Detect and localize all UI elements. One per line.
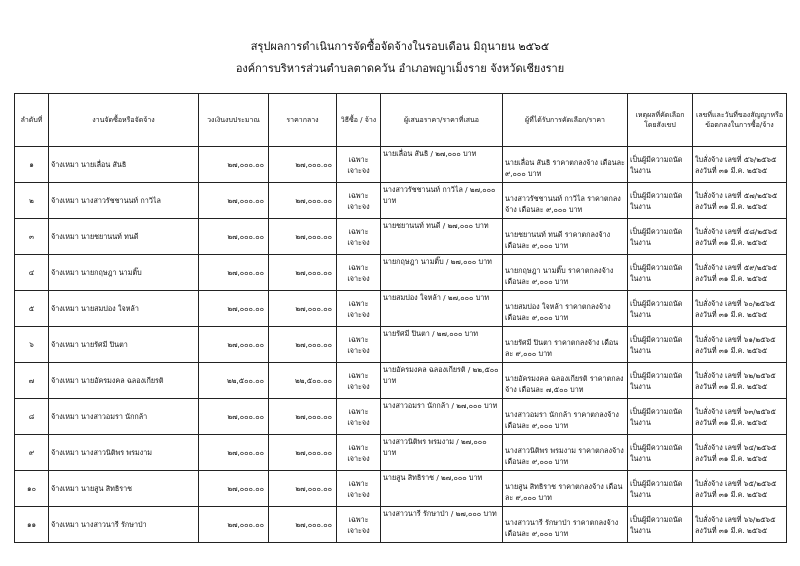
procurement-method: เฉพาะเจาะจง bbox=[337, 291, 381, 327]
row-number: ๒ bbox=[15, 183, 49, 219]
budget-amount: ๒๒,๕๐๐.๐๐ bbox=[199, 363, 269, 399]
median-price: ๒๗,๐๐๐.๐๐ bbox=[269, 435, 337, 471]
contract-reference: ใบสั่งจ้าง เลขที่ ๕๖/๒๕๖๕ ลงวันที่ ๓๑ มี.ค. ๒๕๖๕ bbox=[693, 147, 787, 183]
procurement-method: เฉพาะเจาะจง bbox=[337, 327, 381, 363]
table-row bbox=[15, 219, 787, 255]
table-row bbox=[15, 255, 787, 291]
work-description: จ้างเหมา นายเลื่อน สันธิ bbox=[49, 147, 199, 183]
selected-vendor: นางสาวรัชชานนท์ กาวิไล ราคาตกลงจ้าง เดือนละ ๙,๐๐๐ บาท bbox=[503, 183, 628, 219]
col-selected-header: ผู้ที่ได้รับการคัดเลือก/ราคา bbox=[503, 94, 628, 147]
budget-amount: ๒๗,๐๐๐.๐๐ bbox=[199, 471, 269, 507]
selected-vendor: นายสมปอง ใจหล้า ราคาตกลงจ้าง เดือนละ ๙,๐๐๐ บาท bbox=[503, 291, 628, 327]
table-row bbox=[15, 507, 787, 543]
procurement-method: เฉพาะเจาะจง bbox=[337, 435, 381, 471]
median-price: ๒๗,๐๐๐.๐๐ bbox=[269, 219, 337, 255]
col-contract-header: เลขที่และวันที่ของสัญญาหรือข้อตกลงในการซื้อ/จ้าง bbox=[693, 94, 787, 147]
selection-reason: เป็นผู้มีความถนัดในงาน bbox=[628, 147, 693, 183]
header-row bbox=[15, 94, 787, 147]
selection-reason: เป็นผู้มีความถนัดในงาน bbox=[628, 435, 693, 471]
bidder-price: นายอัครมงคล ฉลองเกียรติ / ๒๒,๕๐๐ บาท bbox=[381, 363, 503, 399]
budget-amount: ๒๗,๐๐๐.๐๐ bbox=[199, 291, 269, 327]
bidder-price: นางสาวนารี รักษาป่า / ๒๗,๐๐๐ บาท bbox=[381, 507, 503, 543]
contract-reference: ใบสั่งจ้าง เลขที่ ๕๗/๒๕๖๕ ลงวันที่ ๓๑ มี.ค. ๒๕๖๕ bbox=[693, 183, 787, 219]
table-body bbox=[15, 147, 787, 543]
row-number: ๖ bbox=[15, 327, 49, 363]
median-price: ๒๒,๕๐๐.๐๐ bbox=[269, 363, 337, 399]
budget-amount: ๒๗,๐๐๐.๐๐ bbox=[199, 147, 269, 183]
table-row bbox=[15, 435, 787, 471]
col-median-price-header: ราคากลาง bbox=[269, 94, 337, 147]
table-row bbox=[15, 291, 787, 327]
bidder-price: นายกฤษฎา นามติ๊บ / ๒๗,๐๐๐ บาท bbox=[381, 255, 503, 291]
budget-amount: ๒๗,๐๐๐.๐๐ bbox=[199, 327, 269, 363]
col-method-header: วิธีซื้อ / จ้าง bbox=[337, 94, 381, 147]
table-row bbox=[15, 363, 787, 399]
procurement-method: เฉพาะเจาะจง bbox=[337, 399, 381, 435]
median-price: ๒๗,๐๐๐.๐๐ bbox=[269, 147, 337, 183]
row-number: ๑ bbox=[15, 147, 49, 183]
work-description: จ้างเหมา นางสาวรัชชานนท์ กาวิไล bbox=[49, 183, 199, 219]
work-description: จ้างเหมา นายชยานนท์ ทนดี bbox=[49, 219, 199, 255]
contract-reference: ใบสั่งจ้าง เลขที่ ๖๒/๒๕๖๕ ลงวันที่ ๓๑ มี.ค. ๒๕๖๕ bbox=[693, 363, 787, 399]
budget-amount: ๒๗,๐๐๐.๐๐ bbox=[199, 399, 269, 435]
contract-reference: ใบสั่งจ้าง เลขที่ ๖๓/๒๕๖๕ ลงวันที่ ๓๑ มี.ค. ๒๕๖๕ bbox=[693, 399, 787, 435]
bidder-price: นายสูน สิทธิราช / ๒๗,๐๐๐ บาท bbox=[381, 471, 503, 507]
contract-reference: ใบสั่งจ้าง เลขที่ ๕๘/๒๕๖๕ ลงวันที่ ๓๑ มี.ค. ๒๕๖๕ bbox=[693, 219, 787, 255]
procurement-method: เฉพาะเจาะจง bbox=[337, 363, 381, 399]
bidder-price: นายสมปอง ใจหล้า / ๒๗,๐๐๐ บาท bbox=[381, 291, 503, 327]
contract-reference: ใบสั่งจ้าง เลขที่ ๖๔/๒๕๖๕ ลงวันที่ ๓๑ มี.ค. ๒๕๖๕ bbox=[693, 435, 787, 471]
organization-subtitle: องค์การบริหารส่วนตำบลตาดควัน อำเภอพญาเม็งราย จังหวัดเชียงราย bbox=[235, 62, 565, 75]
selection-reason: เป็นผู้มีความถนัดในงาน bbox=[628, 327, 693, 363]
selected-vendor: นายเลื่อน สันธิ ราคาตกลงจ้าง เดือนละ ๙,๐๐๐ บาท bbox=[503, 147, 628, 183]
selected-vendor: นายรัศมี ปินตา ราคาตกลงจ้าง เดือนละ ๙,๐๐๐ บาท bbox=[503, 327, 628, 363]
selection-reason: เป็นผู้มีความถนัดในงาน bbox=[628, 471, 693, 507]
work-description: จ้างเหมา นายสูน สิทธิราช bbox=[49, 471, 199, 507]
table-row bbox=[15, 471, 787, 507]
col-number-header: ลำดับที่ bbox=[15, 94, 49, 147]
row-number: ๙ bbox=[15, 435, 49, 471]
median-price: ๒๗,๐๐๐.๐๐ bbox=[269, 399, 337, 435]
work-description: จ้างเหมา นายรัศมี ปินตา bbox=[49, 327, 199, 363]
contract-reference: ใบสั่งจ้าง เลขที่ ๖๕/๒๕๖๕ ลงวันที่ ๓๑ มี.ค. ๒๕๖๕ bbox=[693, 471, 787, 507]
bidder-price: นางสาวรัชชานนท์ กาวิไล / ๒๗,๐๐๐ บาท bbox=[381, 183, 503, 219]
row-number: ๑๑ bbox=[15, 507, 49, 543]
selected-vendor: นายอัครมงคล ฉลองเกียรติ ราคาตกลงจ้าง เดือนละ ๗,๕๐๐ บาท bbox=[503, 363, 628, 399]
selected-vendor: นายชยานนท์ ทนดี ราคาตกลงจ้าง เดือนละ ๙,๐๐๐ บาท bbox=[503, 219, 628, 255]
budget-amount: ๒๗,๐๐๐.๐๐ bbox=[199, 219, 269, 255]
median-price: ๒๗,๐๐๐.๐๐ bbox=[269, 183, 337, 219]
median-price: ๒๗,๐๐๐.๐๐ bbox=[269, 471, 337, 507]
selection-reason: เป็นผู้มีความถนัดในงาน bbox=[628, 363, 693, 399]
table-row bbox=[15, 399, 787, 435]
work-description: จ้างเหมา นายสมปอง ใจหล้า bbox=[49, 291, 199, 327]
bidder-price: นางสาวนิติพร พรมงาม / ๒๗,๐๐๐ บาท bbox=[381, 435, 503, 471]
selected-vendor: นางสาวนารี รักษาป่า ราคาตกลงจ้าง เดือนละ ๙,๐๐๐ บาท bbox=[503, 507, 628, 543]
median-price: ๒๗,๐๐๐.๐๐ bbox=[269, 291, 337, 327]
selection-reason: เป็นผู้มีความถนัดในงาน bbox=[628, 291, 693, 327]
contract-reference: ใบสั่งจ้าง เลขที่ ๖๑/๒๕๖๕ ลงวันที่ ๓๑ มี.ค. ๒๕๖๕ bbox=[693, 327, 787, 363]
work-description: จ้างเหมา นางสาวนิติพร พรมงาม bbox=[49, 435, 199, 471]
document-title: สรุปผลการดำเนินการจัดซื้อจัดจ้างในรอบเดือน มิถุนายน ๒๕๖๕ bbox=[250, 40, 550, 53]
row-number: ๔ bbox=[15, 255, 49, 291]
bidder-price: นายชยานนท์ ทนดี / ๒๗,๐๐๐ บาท bbox=[381, 219, 503, 255]
median-price: ๒๗,๐๐๐.๐๐ bbox=[269, 255, 337, 291]
selection-reason: เป็นผู้มีความถนัดในงาน bbox=[628, 183, 693, 219]
row-number: ๘ bbox=[15, 399, 49, 435]
budget-amount: ๒๗,๐๐๐.๐๐ bbox=[199, 507, 269, 543]
selected-vendor: นายสูน สิทธิราช ราคาตกลงจ้าง เดือนละ ๙,๐๐๐ บาท bbox=[503, 471, 628, 507]
contract-reference: ใบสั่งจ้าง เลขที่ ๖๖/๒๕๖๕ ลงวันที่ ๓๑ มี.ค. ๒๕๖๕ bbox=[693, 507, 787, 543]
budget-amount: ๒๗,๐๐๐.๐๐ bbox=[199, 255, 269, 291]
table-header bbox=[15, 94, 787, 147]
procurement-method: เฉพาะเจาะจง bbox=[337, 147, 381, 183]
selection-reason: เป็นผู้มีความถนัดในงาน bbox=[628, 219, 693, 255]
selection-reason: เป็นผู้มีความถนัดในงาน bbox=[628, 399, 693, 435]
work-description: จ้างเหมา นายอัครมงคล ฉลองเกียรติ bbox=[49, 363, 199, 399]
work-description: จ้างเหมา นางสาวอมรา นักกล้า bbox=[49, 399, 199, 435]
selected-vendor: นายกฤษฎา นามติ๊บ ราคาตกลงจ้าง เดือนละ ๙,๐๐๐ บาท bbox=[503, 255, 628, 291]
selected-vendor: นางสาวนิติพร พรมงาม ราคาตกลงจ้าง เดือนละ ๙,๐๐๐ บาท bbox=[503, 435, 628, 471]
contract-reference: ใบสั่งจ้าง เลขที่ ๖๐/๒๕๖๕ ลงวันที่ ๓๑ มี.ค. ๒๕๖๕ bbox=[693, 291, 787, 327]
row-number: ๗ bbox=[15, 363, 49, 399]
bidder-price: นายเลื่อน สันธิ / ๒๗,๐๐๐ บาท bbox=[381, 147, 503, 183]
table-row bbox=[15, 183, 787, 219]
contract-reference: ใบสั่งจ้าง เลขที่ ๕๙/๒๕๖๕ ลงวันที่ ๓๑ มี.ค. ๒๕๖๕ bbox=[693, 255, 787, 291]
row-number: ๓ bbox=[15, 219, 49, 255]
median-price: ๒๗,๐๐๐.๐๐ bbox=[269, 327, 337, 363]
procurement-method: เฉพาะเจาะจง bbox=[337, 471, 381, 507]
table-row bbox=[15, 147, 787, 183]
procurement-table bbox=[14, 93, 787, 543]
col-bidders-header: ผู้เสนอราคา/ราคาที่เสนอ bbox=[381, 94, 503, 147]
work-description: จ้างเหมา นางสาวนารี รักษาป่า bbox=[49, 507, 199, 543]
procurement-method: เฉพาะเจาะจง bbox=[337, 507, 381, 543]
bidder-price: นางสาวอมรา นักกล้า / ๒๗,๐๐๐ บาท bbox=[381, 399, 503, 435]
procurement-method: เฉพาะเจาะจง bbox=[337, 255, 381, 291]
bidder-price: นายรัศมี ปินตา / ๒๗,๐๐๐ บาท bbox=[381, 327, 503, 363]
table-row bbox=[15, 327, 787, 363]
work-description: จ้างเหมา นายกฤษฎา นามติ๊บ bbox=[49, 255, 199, 291]
row-number: ๑๐ bbox=[15, 471, 49, 507]
budget-amount: ๒๗,๐๐๐.๐๐ bbox=[199, 183, 269, 219]
procurement-method: เฉพาะเจาะจง bbox=[337, 219, 381, 255]
median-price: ๒๗,๐๐๐.๐๐ bbox=[269, 507, 337, 543]
row-number: ๕ bbox=[15, 291, 49, 327]
procurement-method: เฉพาะเจาะจง bbox=[337, 183, 381, 219]
selection-reason: เป็นผู้มีความถนัดในงาน bbox=[628, 255, 693, 291]
col-reason-header: เหตุผลที่คัดเลือกโดยสังเขป bbox=[628, 94, 693, 147]
col-budget-header: วงเงินงบประมาณ bbox=[199, 94, 269, 147]
budget-amount: ๒๗,๐๐๐.๐๐ bbox=[199, 435, 269, 471]
selected-vendor: นางสาวอมรา นักกล้า ราคาตกลงจ้าง เดือนละ ๙,๐๐๐ บาท bbox=[503, 399, 628, 435]
selection-reason: เป็นผู้มีความถนัดในงาน bbox=[628, 507, 693, 543]
col-work-header: งานจัดซื้อหรือจัดจ้าง bbox=[49, 94, 199, 147]
